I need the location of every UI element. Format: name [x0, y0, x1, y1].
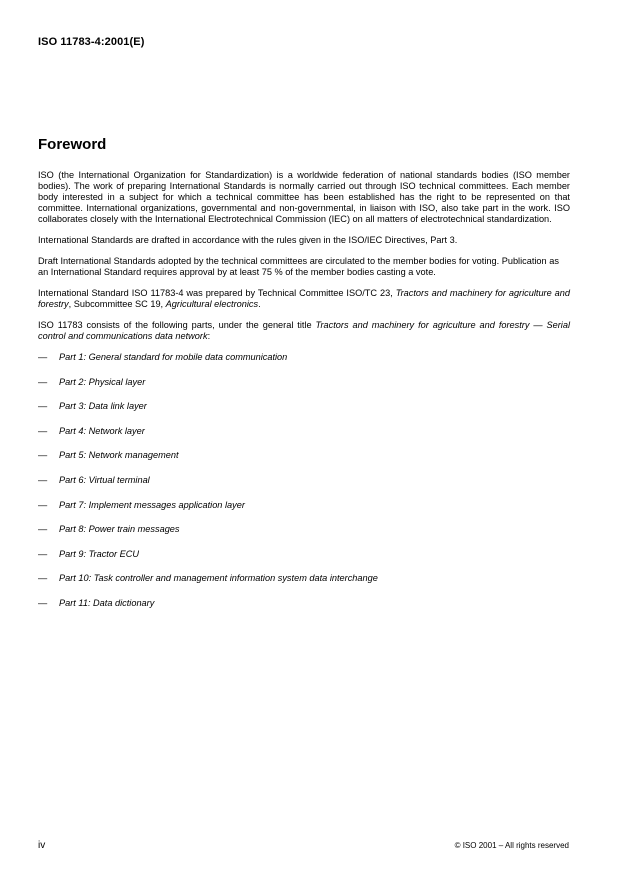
part-title: Part 5: Network management [59, 450, 179, 461]
parts-intro-text: ISO 11783 consists of the following parts, under the general title [38, 320, 316, 330]
list-dash: — [38, 548, 48, 559]
list-dash: — [38, 474, 48, 485]
copyright-notice: © ISO 2001 – All rights reserved [454, 841, 569, 850]
list-item [38, 401, 570, 412]
part-title: Part 8: Power train messages [59, 524, 180, 535]
foreword-body [38, 170, 570, 623]
subcommittee-title: Agricultural electronics [165, 299, 259, 309]
preparation-text-3: . [258, 299, 261, 309]
general-title: Tractors and machinery for agriculture and forestry — Serial control and communications data network [38, 320, 570, 341]
list-item [38, 500, 570, 511]
list-dash: — [38, 401, 48, 412]
page-number: iv [38, 840, 46, 851]
list-dash: — [38, 450, 48, 461]
part-title: Part 9: Tractor ECU [59, 548, 139, 559]
part-title: Part 2: Physical layer [59, 376, 146, 387]
part-title: Part 4: Network layer [59, 425, 145, 436]
list-dash: — [38, 524, 48, 535]
parts-list [38, 352, 570, 609]
document-id-header: ISO 11783-4:2001(E) [38, 36, 145, 48]
list-item [38, 524, 570, 535]
page-title: Foreword [38, 136, 107, 153]
list-item [38, 573, 570, 584]
preparation-text-1: International Standard ISO 11783-4 was prepared by Technical Committee ISO/TC 23, [38, 288, 396, 298]
part-title: Part 6: Virtual terminal [59, 474, 150, 485]
paragraph-preparation [38, 288, 570, 310]
part-title: Part 10: Task controller and management information system data interchange [59, 573, 378, 584]
list-dash: — [38, 425, 48, 436]
list-item [38, 377, 570, 388]
part-title: Part 1: General standard for mobile data communication [59, 352, 288, 362]
list-dash: — [38, 499, 48, 510]
preparation-text-2: , Subcommittee SC 19, [68, 299, 166, 309]
list-item [38, 352, 570, 363]
part-title: Part 3: Data link layer [59, 401, 147, 412]
paragraph-parts-intro [38, 320, 570, 342]
list-item [38, 475, 570, 486]
parts-intro-colon: : [207, 331, 211, 341]
list-item [38, 426, 570, 437]
list-item [38, 549, 570, 560]
part-title: Part 11: Data dictionary [59, 597, 155, 608]
list-dash: — [38, 376, 48, 387]
list-dash: — [38, 597, 48, 608]
list-dash: — [38, 352, 48, 362]
paragraph-drafting-rules: International Standards are drafted in accordance with the rules given in the ISO/IEC Directives, Part 3. [38, 235, 458, 245]
committee-title: Tractors and machinery for agriculture and forestry [38, 288, 570, 309]
list-item [38, 450, 570, 461]
list-dash: — [38, 573, 48, 584]
list-item [38, 598, 570, 609]
part-title: Part 7: Implement messages application layer [59, 499, 245, 510]
paragraph-iso-overview: ISO (the International Organization for Standardization) is a worldwide federation of national standards bodies (ISO member bodies). The work of preparing International Standards is normally carried out through ISO technical committees. Each member body interested in a subject for which a technical committee has been established has the right to be represented on that committee. International organizations, governmental and non-governmental, in liaison with ISO, also take part in the work. ISO collaborates closely with the International Electrotechnical Commission (IEC) on all matters of electrotechnical standardization. [38, 170, 570, 224]
paragraph-voting: Draft International Standards adopted by the technical committees are circulated to the member bodies for voting. Publication as an International Standard requires approval by at least 75 % of the member bodies casting a vote. [38, 256, 559, 277]
